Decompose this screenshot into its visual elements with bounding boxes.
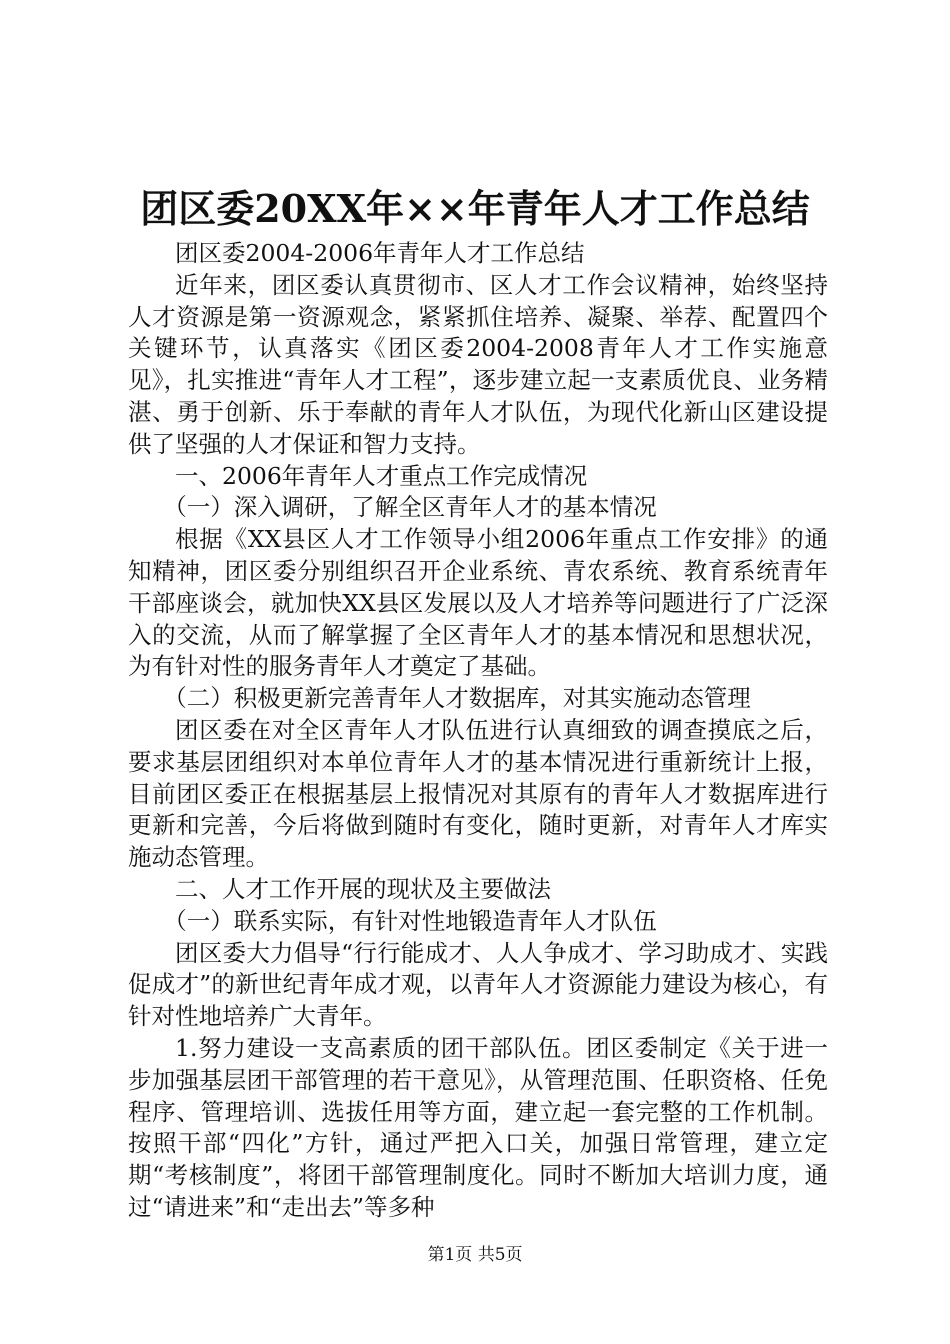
subsection-heading-1-1: （一）深入调研，了解全区青年人才的基本情况 xyxy=(163,493,657,522)
page-footer: 第1页 共5页 xyxy=(427,1245,523,1265)
section-heading-1: 一、2006年青年人才重点工作完成情况 xyxy=(175,461,588,490)
paragraph-intro: 近年来，团区委认真贯彻市、区人才工作会议精神，始终坚持人才资源是第一资源观念，紧紧抓住培养、凝聚、举荐、配置四个关键环节，认真落实《团区委2004-2008青年人才工作实施意见》，扎实推进“青年人才工程”，逐步建立起一支素质优良、业务精湛、勇于创新、乐于奉献的青年人才队伍，为现代化新山区建设提供了坚强的人才保证和智力支持。 xyxy=(128,270,828,458)
paragraph-subtitle: 团区委2004-2006年青年人才工作总结 xyxy=(175,239,585,267)
document-body xyxy=(128,238,828,1224)
section-heading-2: 二、人才工作开展的现状及主要做法 xyxy=(175,874,551,903)
subsection-heading-1-2: （二）积极更新完善青年人才数据库，对其实施动态管理 xyxy=(163,684,751,713)
subsection-heading-2-1: （一）联系实际，有针对性地锻造青年人才队伍 xyxy=(163,906,657,935)
document-title: 团区委20XX年××年青年人才工作总结 xyxy=(140,186,810,231)
paragraph-1-1: 根据《XX县区人才工作领导小组2006年重点工作安排》的通知精神，团区委分别组织召开企业系统、青农系统、教育系统青年干部座谈会，就加快XX县区发展以及人才培养等问题进行了广泛深入的交流，从而了解掌握了全区青年人才的基本情况和思想状况，为有针对性的服务青年人才奠定了基础。 xyxy=(128,525,828,681)
paragraph-1-2: 团区委在对全区青年人才队伍进行认真细致的调查摸底之后，要求基层团组织对本单位青年人才的基本情况进行重新统计上报，目前团区委正在根据基层上报情况对其原有的青年人才数据库进行更新和完善，今后将做到随时有变化，随时更新，对青年人才库实施动态管理。 xyxy=(128,715,828,872)
paragraph-2-1-item-1: 1.努力建设一支高素质的团干部队伍。团区委制定《关于进一步加强基层团干部管理的若干意见》，从管理范围、任职资格、任免程序、管理培训、选拔任用等方面，建立起一套完整的工作机制。按照干部“四化”方针，通过严把入口关，加强日常管理，建立定期“考核制度”，将团干部管理制度化。同时不断加大培训力度，通过“请进来”和“走出去”等多种 xyxy=(128,1033,828,1221)
paragraph-2-1: 团区委大力倡导“行行能成才、人人争成才、学习助成才、实践促成才”的新世纪青年成才观，以青年人才资源能力建设为核心，有针对性地培养广大青年。 xyxy=(128,938,828,1031)
